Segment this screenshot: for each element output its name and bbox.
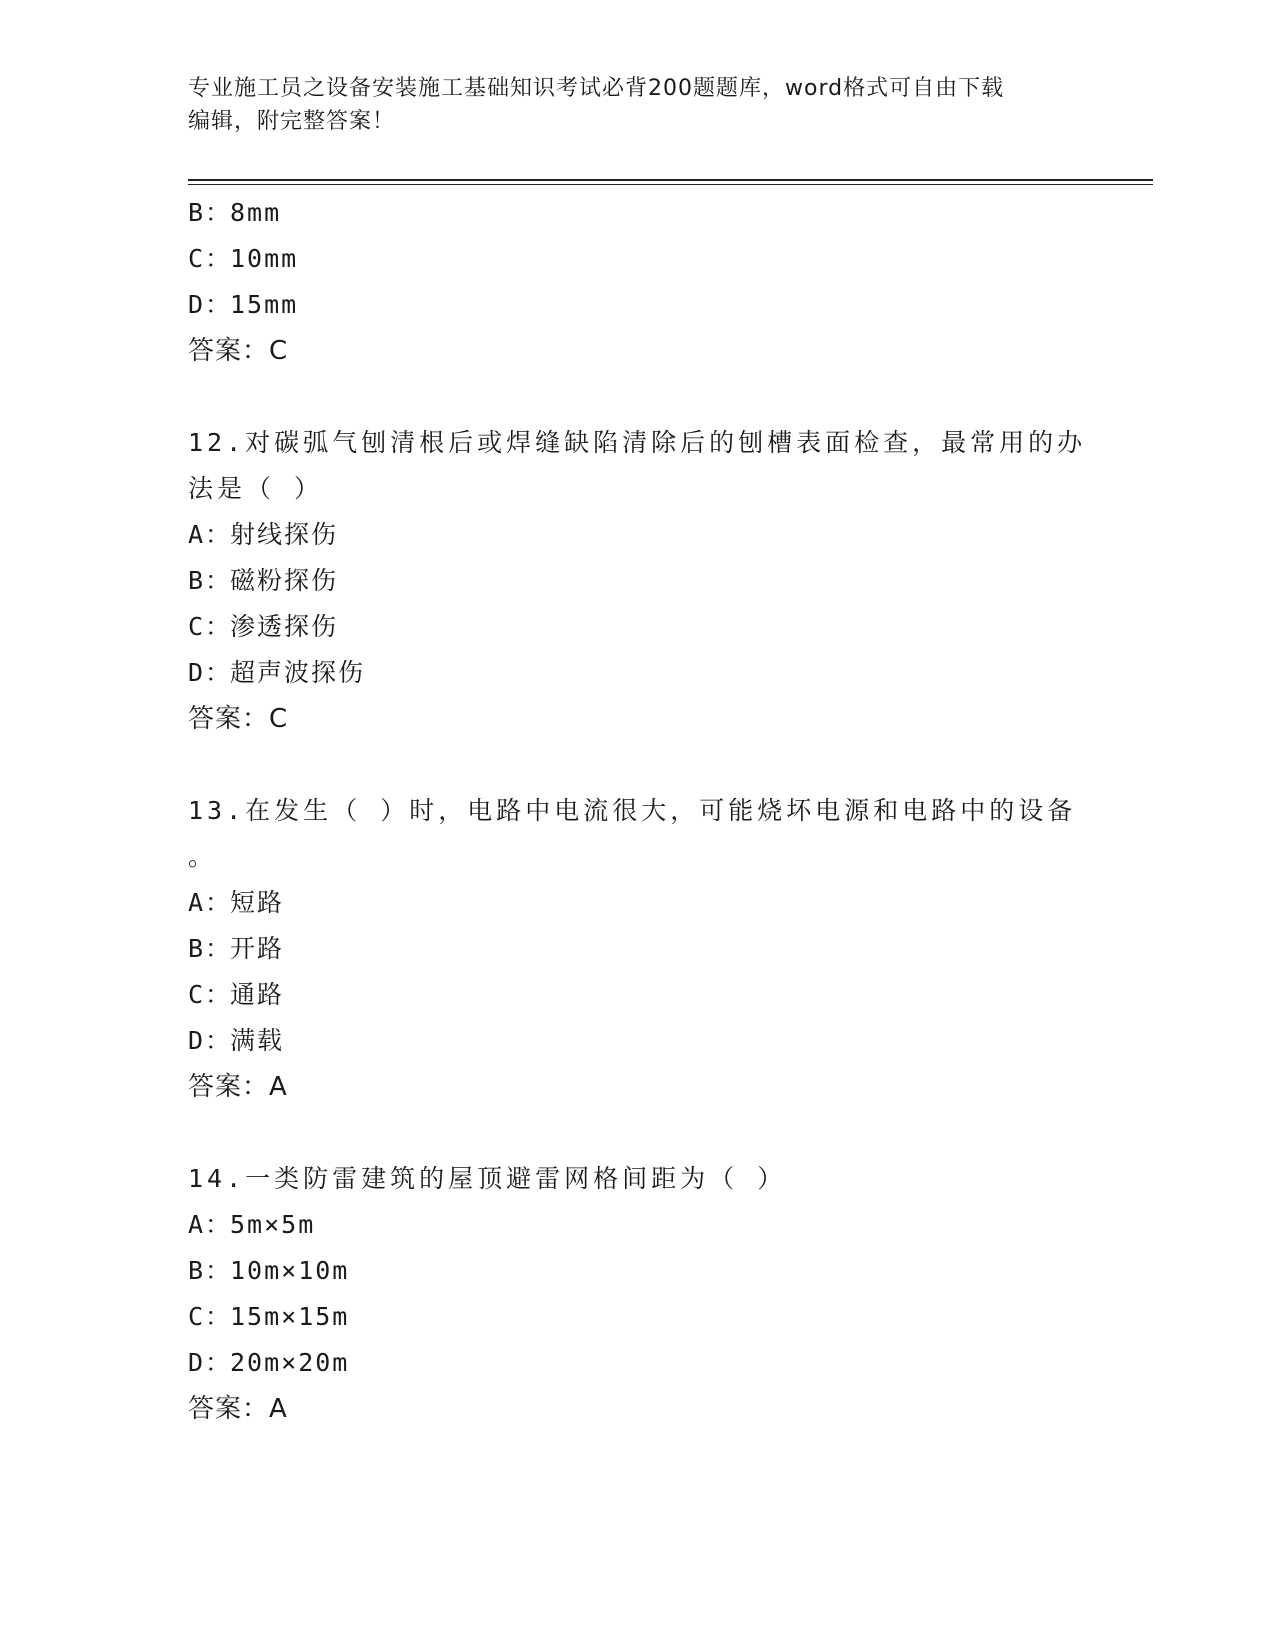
header-rule-thick bbox=[188, 179, 1153, 181]
q13-option-b: B：开路 bbox=[188, 934, 285, 963]
q11-option-c: C：10mm bbox=[188, 244, 299, 273]
q13-stem: 13.在发生（ ）时，电路中电流很大，可能烧坏电源和电路中的设备 。 bbox=[188, 796, 1077, 871]
q12-answer: 答案：C bbox=[188, 704, 289, 734]
header-line-2: 编辑，附完整答案！ bbox=[188, 109, 396, 134]
q14-answer: 答案：A bbox=[188, 1394, 288, 1424]
q14-option-a: A：5m×5m bbox=[188, 1210, 316, 1239]
q11-answer: 答案：C bbox=[188, 336, 289, 366]
q12-option-a: A：射线探伤 bbox=[188, 520, 339, 549]
q12-option-b: B：磁粉探伤 bbox=[188, 566, 339, 595]
q14-option-d: D：20m×20m bbox=[188, 1348, 350, 1377]
q13-option-c: C：通路 bbox=[188, 980, 285, 1009]
document-header bbox=[188, 72, 1088, 138]
q14-stem: 14.一类防雷建筑的屋顶避雷网格间距为（ ） bbox=[188, 1164, 787, 1193]
q11-option-b: B：8mm bbox=[188, 198, 282, 227]
q13-answer: 答案：A bbox=[188, 1072, 288, 1102]
header-line-1: 专业施工员之设备安装施工基础知识考试必背200题题库，word格式可自由下载 bbox=[188, 76, 1005, 101]
q12-option-c: C：渗透探伤 bbox=[188, 612, 339, 641]
q14-option-c: C：15m×15m bbox=[188, 1302, 350, 1331]
q14-option-b: B：10m×10m bbox=[188, 1256, 350, 1285]
q12-stem: 12.对碳弧气刨清根后或焊缝缺陷清除后的刨槽表面检查，最常用的办 法是（ ） bbox=[188, 428, 1087, 503]
q13-option-a: A：短路 bbox=[188, 888, 285, 917]
q11-option-d: D：15mm bbox=[188, 290, 299, 319]
question-list bbox=[188, 190, 1153, 1432]
q13-option-d: D：满载 bbox=[188, 1026, 285, 1055]
q12-option-d: D：超声波探伤 bbox=[188, 658, 366, 687]
header-rule-thin bbox=[188, 184, 1153, 185]
